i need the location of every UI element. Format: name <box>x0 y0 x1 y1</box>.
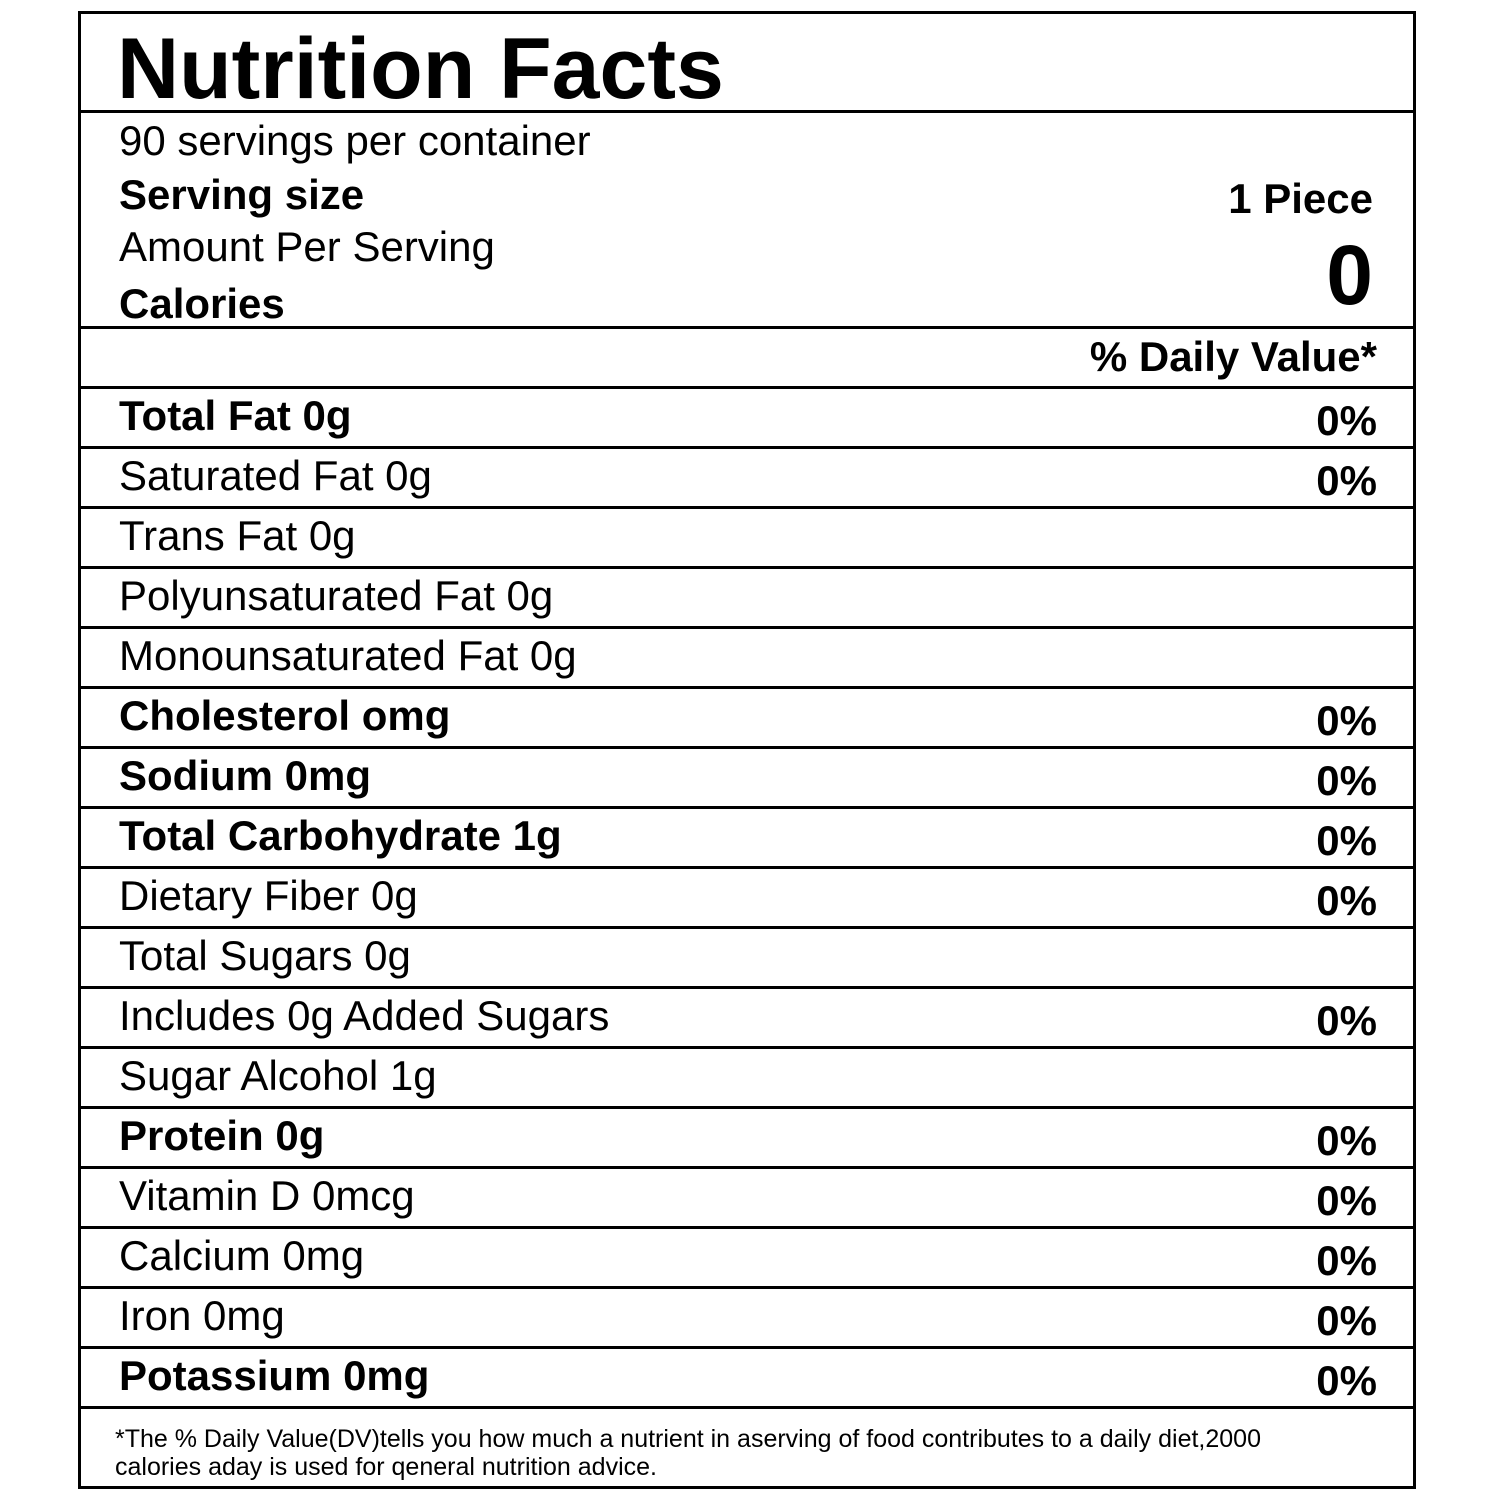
nutrient-row <box>81 389 1413 449</box>
nutrient-daily-value: 0% <box>1316 997 1377 1044</box>
nutrient-label: Protein 0g <box>119 1112 325 1159</box>
nutrient-row <box>81 749 1413 809</box>
amount-per-serving-label: Amount Per Serving <box>119 223 495 270</box>
calories-value: 0 <box>1326 228 1373 322</box>
nutrient-label: Saturated Fat 0g <box>119 452 432 499</box>
nutrient-label: Sodium 0mg <box>119 752 372 799</box>
daily-value-header: % Daily Value* <box>1089 333 1377 380</box>
nutrient-label: Sugar Alcohol 1g <box>119 1052 437 1099</box>
footnote: *The % Daily Value(DV)tells you how much a nutrient in aserving of food contributes to a daily diet,2000 calories aday is used for qeneral nutrition advice. <box>115 1425 1261 1481</box>
panel-title: Nutrition Facts <box>117 21 724 117</box>
nutrient-row <box>81 1169 1413 1229</box>
nutrient-daily-value: 0% <box>1316 1237 1377 1284</box>
nutrient-row <box>81 929 1413 989</box>
nutrient-daily-value: 0% <box>1316 1117 1377 1164</box>
nutrient-row <box>81 629 1413 689</box>
nutrient-label: Total Carbohydrate 1g <box>119 812 562 859</box>
nutrient-label: Includes 0g Added Sugars <box>119 992 610 1039</box>
nutrient-daily-value: 0% <box>1316 1177 1377 1224</box>
nutrient-row <box>81 1289 1413 1349</box>
nutrient-daily-value: 0% <box>1316 457 1377 504</box>
nutrient-label: Dietary Fiber 0g <box>119 872 418 919</box>
nutrient-label: Monounsaturated Fat 0g <box>119 632 577 679</box>
nutrient-row <box>81 1349 1413 1409</box>
nutrient-label: Polyunsaturated Fat 0g <box>119 572 554 619</box>
nutrient-daily-value: 0% <box>1316 817 1377 864</box>
serving-size-label: Serving size <box>119 171 365 218</box>
nutrient-daily-value: 0% <box>1316 757 1377 804</box>
nutrient-row <box>81 1229 1413 1289</box>
nutrient-label: Vitamin D 0mcg <box>119 1172 415 1219</box>
nutrient-list <box>81 389 1413 1409</box>
nutrient-daily-value: 0% <box>1316 877 1377 924</box>
nutrient-row <box>81 1109 1413 1169</box>
nutrient-row <box>81 449 1413 509</box>
nutrient-row <box>81 569 1413 629</box>
servings-per-container: 90 servings per container <box>119 117 591 164</box>
title-section <box>81 14 1413 117</box>
nutrition-facts-panel <box>78 11 1416 1489</box>
nutrient-daily-value: 0% <box>1316 697 1377 744</box>
nutrient-label: Total Fat 0g <box>119 392 352 439</box>
nutrient-label: Potassium 0mg <box>119 1352 430 1399</box>
nutrient-row <box>81 869 1413 929</box>
nutrient-row <box>81 1049 1413 1109</box>
nutrient-label: Iron 0mg <box>119 1292 285 1339</box>
calories-label: Calories <box>119 280 285 327</box>
daily-value-header-row <box>81 329 1413 389</box>
nutrient-daily-value: 0% <box>1316 1297 1377 1344</box>
serving-size-value: 1 Piece <box>1228 175 1373 222</box>
nutrient-label: Cholesterol omg <box>119 692 451 739</box>
serving-section <box>81 113 1413 329</box>
nutrient-row <box>81 509 1413 569</box>
nutrient-row <box>81 809 1413 869</box>
nutrient-label: Calcium 0mg <box>119 1232 365 1279</box>
nutrient-row <box>81 989 1413 1049</box>
nutrient-label: Total Sugars 0g <box>119 932 411 979</box>
nutrient-row <box>81 689 1413 749</box>
nutrient-daily-value: 0% <box>1316 397 1377 444</box>
nutrient-label: Trans Fat 0g <box>119 512 356 559</box>
nutrient-daily-value: 0% <box>1316 1357 1377 1404</box>
